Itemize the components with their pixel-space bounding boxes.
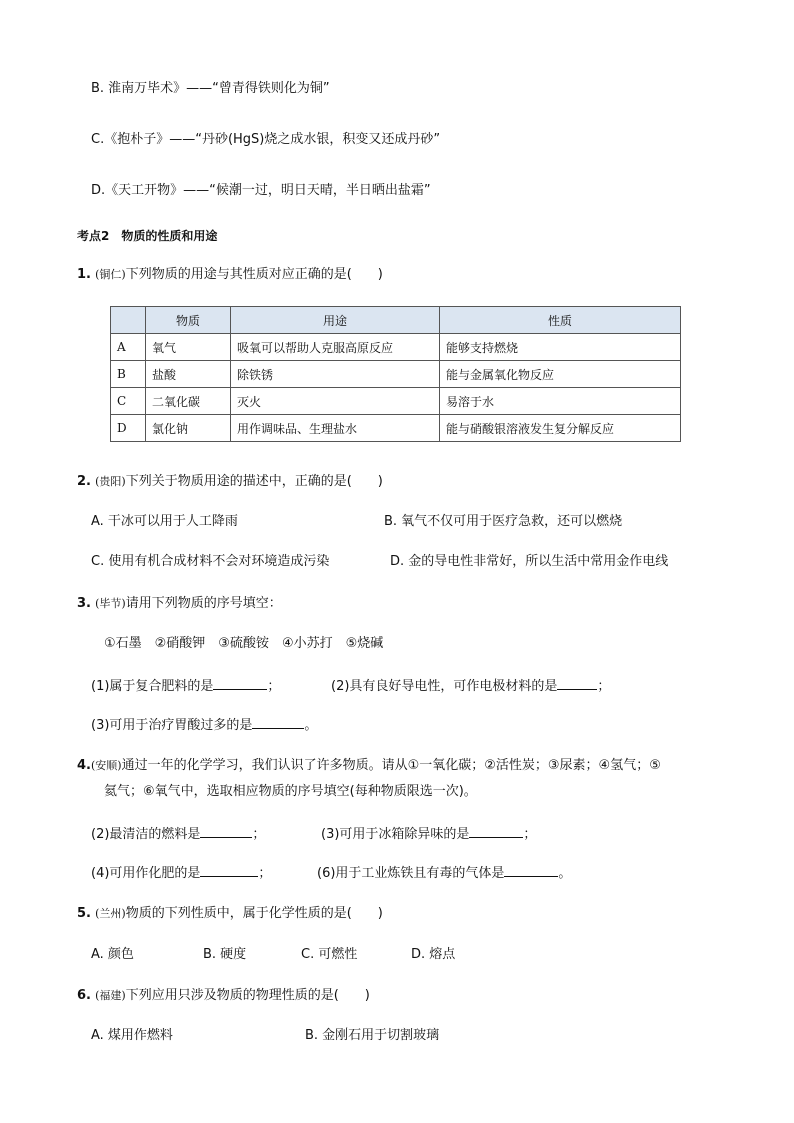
prompt-text: (1)属于复合肥料的是 <box>91 679 214 694</box>
question-4-continued: 氦气；⑥氧气中，选取相应物质的序号填空(每种物质限选一次)。 <box>104 784 477 799</box>
properties-table <box>110 306 681 442</box>
table-row <box>111 361 681 388</box>
source-tag: (贵阳) <box>95 475 126 488</box>
q4-part-3 <box>321 825 536 844</box>
q2-option-a: A. 干冰可以用于人工降雨 <box>91 514 238 529</box>
question-stem: 通过一年的化学学习，我们认识了许多物质。请从①一氧化碳；②活性炭；③尿素；④氢气；⑤ <box>121 758 661 773</box>
answer-blank[interactable] <box>469 825 523 838</box>
q2-option-d: D. 金的导电性非常好，所以生活中常用金作电线 <box>390 554 669 569</box>
punctuation: 。 <box>558 866 572 881</box>
table-cell: A <box>111 334 146 361</box>
source-tag: (安顺) <box>90 759 122 772</box>
table-cell: B <box>111 361 146 388</box>
prompt-text: (2)具有良好导电性，可作电极材料的是 <box>331 679 558 694</box>
question-6 <box>77 987 370 1005</box>
q2-option-b: B. 氧气不仅可用于医疗急救，还可以燃烧 <box>384 514 623 529</box>
q3-part-3 <box>91 716 317 735</box>
question-stem: 下列物质的用途与其性质对应正确的是( ) <box>125 267 383 282</box>
punctuation: ； <box>523 827 537 842</box>
punctuation: ； <box>252 827 266 842</box>
table-cell: 氧气 <box>146 334 231 361</box>
answer-blank[interactable] <box>200 864 258 877</box>
q4-part-4 <box>91 864 271 883</box>
table-row <box>111 334 681 361</box>
q6-option-b: B. 金刚石用于切割玻璃 <box>305 1028 440 1043</box>
table-cell: 能与硝酸银溶液发生复分解反应 <box>440 415 681 442</box>
question-number: 5. <box>77 906 91 921</box>
table-header-row <box>111 307 681 334</box>
question-number: 6. <box>77 988 91 1003</box>
table-cell: 用作调味品、生理盐水 <box>231 415 440 442</box>
source-tag: (毕节) <box>95 597 126 610</box>
table-cell: 易溶于水 <box>440 388 681 415</box>
punctuation: ； <box>597 679 611 694</box>
q4-part-2 <box>91 825 265 844</box>
table-header <box>111 307 146 334</box>
q2-option-c: C. 使用有机合成材料不会对环境造成污染 <box>91 554 330 569</box>
q5-option-c: C. 可燃性 <box>301 947 358 962</box>
option-d-text: D.《天工开物》——“候潮一过，明日天晴，半日晒出盐霜” <box>91 183 431 198</box>
table-cell: 能与金属氧化物反应 <box>440 361 681 388</box>
prompt-text: (4)可用作化肥的是 <box>91 866 201 881</box>
q5-option-a: A. 颜色 <box>91 947 134 962</box>
question-5 <box>77 905 383 923</box>
q3-part-2 <box>331 677 610 696</box>
answer-blank[interactable] <box>252 716 304 729</box>
q3-substance-list: ①石墨 ②硝酸钾 ③硫酸铵 ④小苏打 ⑤烧碱 <box>104 636 384 651</box>
answer-blank[interactable] <box>557 677 597 690</box>
table-row <box>111 415 681 442</box>
q3-part-1 <box>91 677 280 696</box>
section-heading: 考点2 物质的性质和用途 <box>77 229 218 243</box>
question-number: 2. <box>77 474 91 489</box>
source-tag: (兰州) <box>95 907 126 920</box>
question-3 <box>77 595 282 613</box>
answer-blank[interactable] <box>200 825 252 838</box>
prompt-text: (3)可用于治疗胃酸过多的是 <box>91 718 253 733</box>
q4-part-6 <box>317 864 571 883</box>
question-4 <box>77 757 661 775</box>
punctuation: 。 <box>304 718 318 733</box>
table-cell: 除铁锈 <box>231 361 440 388</box>
question-number: 4. <box>77 758 91 773</box>
table-cell: 盐酸 <box>146 361 231 388</box>
option-c-text: C.《抱朴子》——“丹砂(HgS)烧之成水银，积变又还成丹砂” <box>91 132 441 147</box>
option-b-text: B. 淮南万毕术》——“曾青得铁则化为铜” <box>91 81 330 96</box>
table-header: 用途 <box>231 307 440 334</box>
table-cell: C <box>111 388 146 415</box>
table-row <box>111 388 681 415</box>
prompt-text: (2)最清洁的燃料是 <box>91 827 201 842</box>
question-stem: 请用下列物质的序号填空： <box>125 596 282 611</box>
prompt-text: (3)可用于冰箱除异味的是 <box>321 827 470 842</box>
question-1 <box>77 266 383 284</box>
table-cell: D <box>111 415 146 442</box>
question-stem: 物质的下列性质中，属于化学性质的是( ) <box>125 906 383 921</box>
q5-option-d: D. 熔点 <box>411 947 456 962</box>
table-cell: 灭火 <box>231 388 440 415</box>
answer-blank[interactable] <box>213 677 267 690</box>
source-tag: (铜仁) <box>95 268 126 281</box>
table-cell: 能够支持燃烧 <box>440 334 681 361</box>
table-header: 物质 <box>146 307 231 334</box>
table-header: 性质 <box>440 307 681 334</box>
answer-blank[interactable] <box>504 864 558 877</box>
source-tag: (福建) <box>95 989 126 1002</box>
punctuation: ； <box>258 866 272 881</box>
punctuation: ； <box>267 679 281 694</box>
question-number: 3. <box>77 596 91 611</box>
table-cell: 二氧化碳 <box>146 388 231 415</box>
table-cell: 氯化钠 <box>146 415 231 442</box>
question-stem: 下列应用只涉及物质的物理性质的是( ) <box>125 988 370 1003</box>
question-2 <box>77 473 383 491</box>
question-number: 1. <box>77 267 91 282</box>
q5-option-b: B. 硬度 <box>203 947 247 962</box>
q6-option-a: A. 煤用作燃料 <box>91 1028 173 1043</box>
table-cell: 吸氧可以帮助人克服高原反应 <box>231 334 440 361</box>
question-stem: 下列关于物质用途的描述中，正确的是( ) <box>125 474 383 489</box>
prompt-text: (6)用于工业炼铁且有毒的气体是 <box>317 866 505 881</box>
